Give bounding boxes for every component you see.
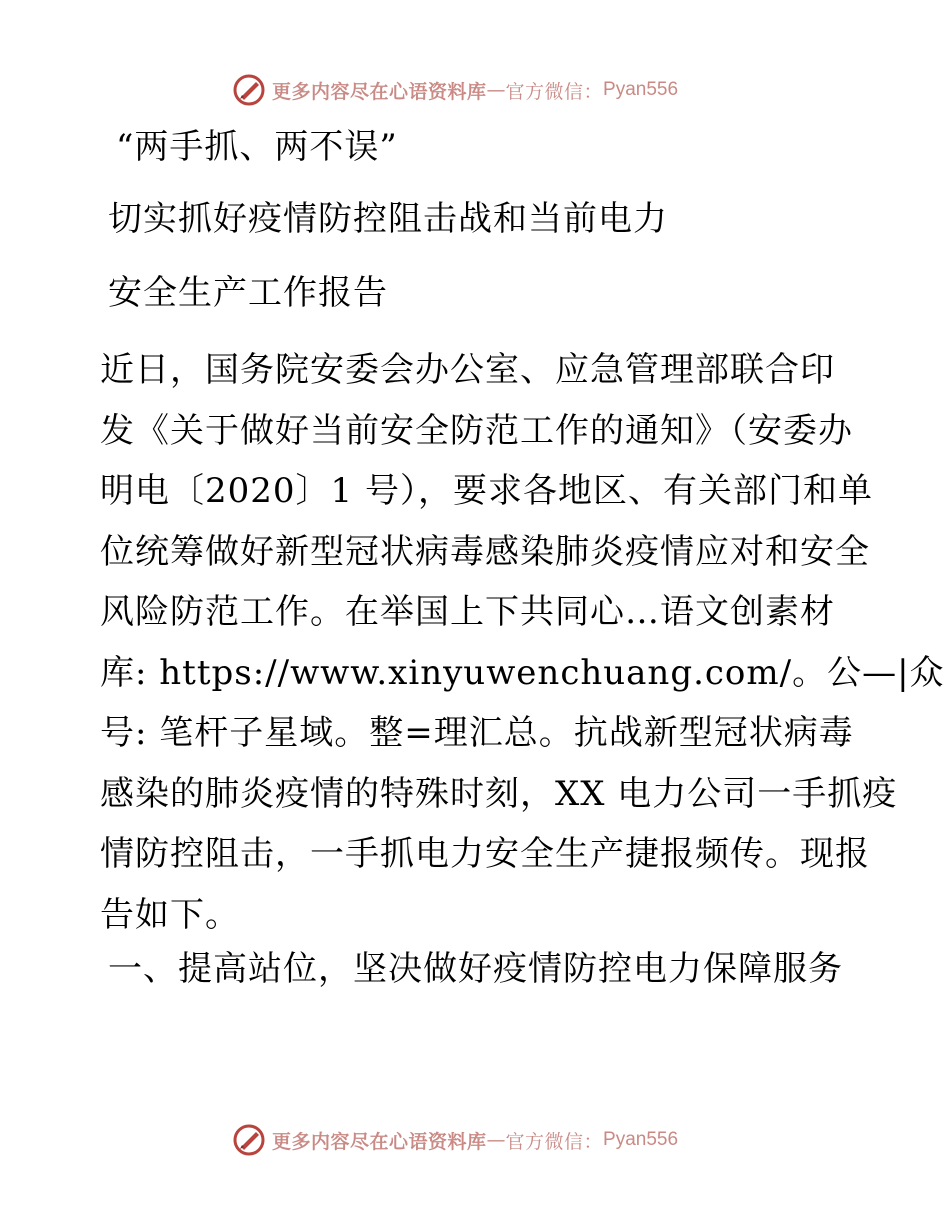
paragraph-line: 情防控阻击，一手抓电力安全生产捷报频传。现报 (100, 834, 870, 874)
paragraph-line: 明电〔2020〕1 号），要求各地区、有关部门和单 (100, 471, 873, 511)
watermark-separator: — (486, 1129, 506, 1151)
paragraph-line: 感染的肺炎疫情的特殊时刻，XX 电力公司一手抓疫 (100, 773, 898, 814)
watermark-wechat-id: Pyan556 (603, 1129, 679, 1150)
paragraph-line: 库: https://www.xinyuwenchuang.com/。公—|众 (100, 652, 945, 693)
pen-logo-icon (232, 73, 266, 107)
paragraph-line: 近日，国务院安委会办公室、应急管理部联合印 (100, 350, 835, 390)
watermark-separator: — (486, 79, 506, 101)
paragraph-line: 告如下。 (100, 894, 240, 935)
watermark-wechat-label: 官方微信： (505, 1130, 604, 1153)
document-title-quote: “两手抓、两不误” (116, 127, 398, 167)
paragraph-line: 发《关于做好当前安全防范工作的通知》（安委办 (100, 410, 853, 451)
watermark-text: 更多内容尽在心语资料库 (272, 1130, 487, 1153)
document-title-line-3: 安全生产工作报告 (108, 273, 388, 313)
paragraph-line: 风险防范工作。在举国上下共同心…语文创素材 (100, 592, 835, 632)
watermark-wechat-label: 官方微信： (505, 80, 604, 103)
document-title-line-2: 切实抓好疫情防控阻击战和当前电力 (108, 199, 668, 239)
body-paragraph (100, 340, 945, 945)
watermark-wechat-id: Pyan556 (603, 79, 679, 100)
paragraph-line: 号: 笔杆子星域。整=理汇总。抗战新型冠状病毒 (100, 713, 854, 753)
section-heading-1: 一、提高站位，坚决做好疫情防控电力保障服务 (108, 949, 843, 989)
watermark-text: 更多内容尽在心语资料库 (272, 80, 487, 103)
paragraph-line: 位统筹做好新型冠状病毒感染肺炎疫情应对和安全 (100, 531, 870, 572)
pen-logo-icon (232, 1123, 266, 1157)
header-watermark (232, 72, 678, 108)
footer-watermark (232, 1122, 678, 1158)
